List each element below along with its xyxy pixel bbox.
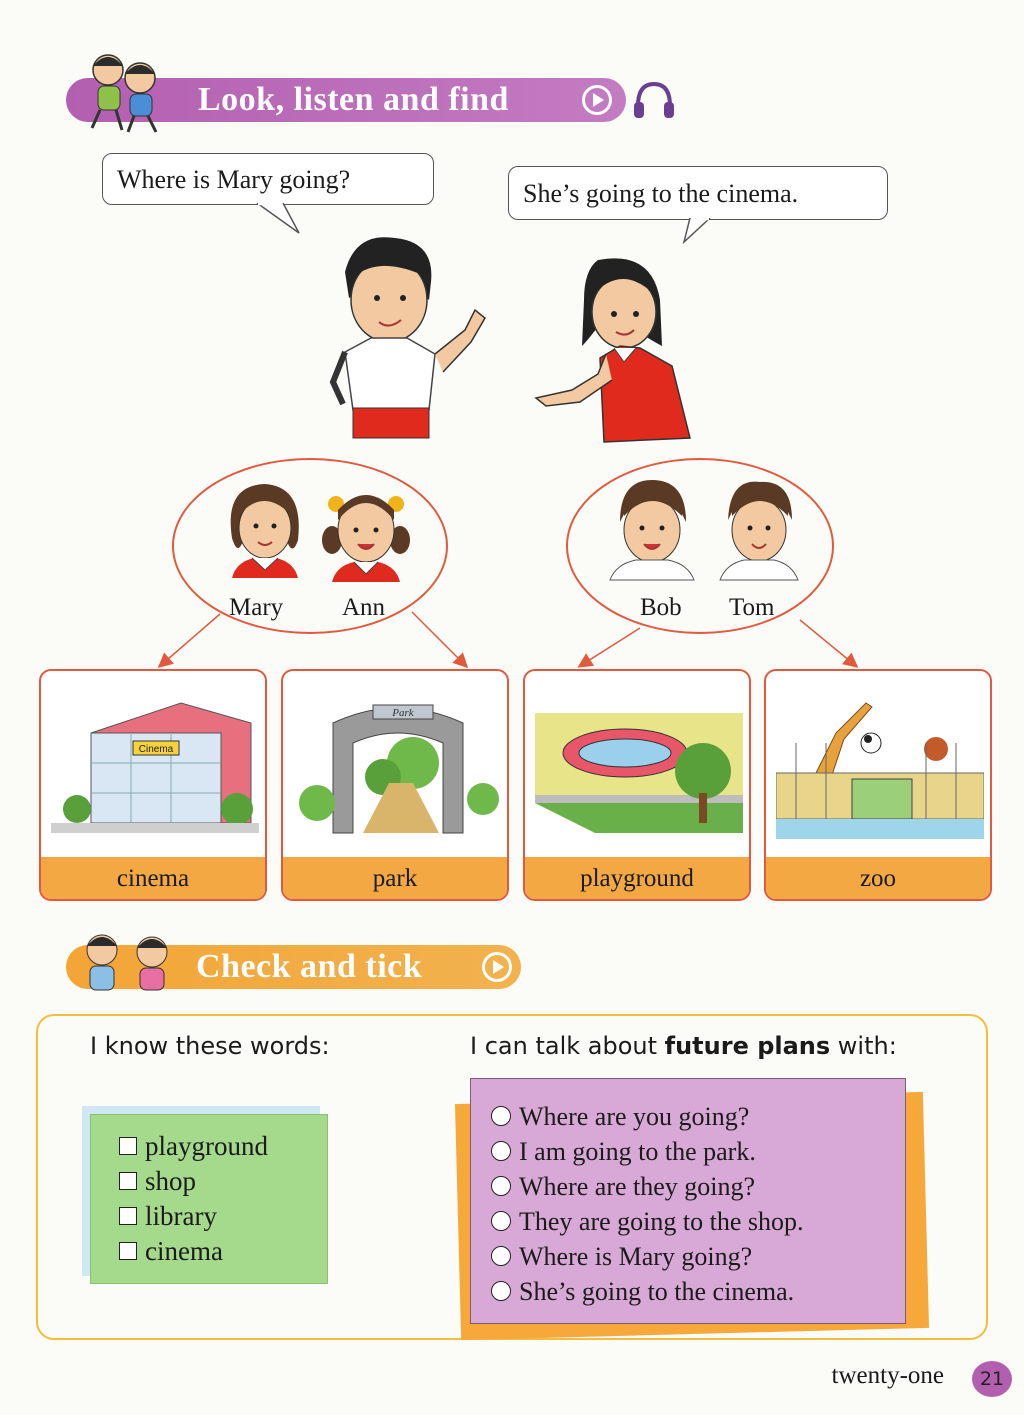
bob-face	[606, 476, 698, 584]
word-item[interactable]: shop	[119, 1164, 268, 1199]
name-bob: Bob	[640, 594, 682, 621]
playground-picture	[535, 683, 743, 853]
radio-circle[interactable]	[491, 1141, 511, 1161]
connector-arrows	[0, 600, 1024, 680]
page-number-badge: 21	[972, 1361, 1012, 1397]
cinema-sign: Cinema	[138, 744, 174, 755]
place-label-park: park	[283, 857, 507, 899]
section-title: Look, listen and find	[198, 81, 509, 118]
radio-circle[interactable]	[491, 1211, 511, 1231]
place-card-zoo[interactable]	[764, 669, 992, 901]
radio-circle[interactable]	[491, 1281, 511, 1301]
mary-face	[220, 478, 310, 586]
place-card-playground[interactable]	[523, 669, 751, 901]
tom-face	[716, 476, 802, 584]
place-label-playground: playground	[525, 857, 749, 899]
ann-face	[318, 480, 414, 586]
park-sign: Park	[392, 707, 414, 719]
place-card-park[interactable]	[281, 669, 509, 901]
checkbox[interactable]	[119, 1137, 137, 1155]
radio-circle[interactable]	[491, 1106, 511, 1126]
place-label-zoo: zoo	[766, 857, 990, 899]
headphones-icon[interactable]	[632, 80, 676, 120]
sentence-item[interactable]: Where are you going?	[491, 1099, 804, 1134]
radio-circle[interactable]	[491, 1246, 511, 1266]
speech-bubble-answer: She’s going to the cinema.	[508, 166, 888, 220]
sentence-item[interactable]: They are going to the shop.	[491, 1204, 804, 1239]
bubble-tail	[680, 218, 730, 244]
name-tom: Tom	[729, 594, 775, 621]
word-item[interactable]: cinema	[119, 1234, 268, 1269]
sentence-item[interactable]: Where are they going?	[491, 1169, 804, 1204]
kids-icon	[72, 926, 190, 996]
checkbox[interactable]	[119, 1172, 137, 1190]
speech-bubble-question: Where is Mary going?	[102, 153, 434, 205]
name-ann: Ann	[342, 594, 386, 621]
word-item[interactable]: playground	[119, 1129, 268, 1164]
zoo-picture	[776, 683, 984, 853]
play-arrow-icon[interactable]	[482, 952, 512, 982]
girl-illustration	[532, 250, 700, 444]
word-item[interactable]: library	[119, 1199, 268, 1234]
boy-illustration	[325, 232, 495, 444]
page-word: twenty-one	[831, 1362, 944, 1389]
checkbox[interactable]	[119, 1207, 137, 1225]
sentence-item[interactable]: Where is Mary going?	[491, 1239, 804, 1274]
park-picture	[293, 683, 501, 853]
section-title: Check and tick	[196, 948, 423, 985]
place-card-cinema[interactable]	[39, 669, 267, 901]
checkbox[interactable]	[119, 1242, 137, 1260]
name-mary: Mary	[229, 594, 284, 621]
place-label-cinema: cinema	[41, 857, 265, 899]
play-arrow-icon[interactable]	[582, 85, 612, 115]
sentence-item[interactable]: She’s going to the cinema.	[491, 1274, 804, 1309]
sentence-item[interactable]: I am going to the park.	[491, 1134, 804, 1169]
radio-circle[interactable]	[491, 1176, 511, 1196]
talk-heading: I can talk about future plans with:	[470, 1032, 897, 1060]
cinema-picture	[51, 683, 259, 853]
words-heading: I know these words:	[90, 1032, 330, 1060]
sentence-checklist-box	[470, 1078, 906, 1324]
word-checklist-box	[90, 1114, 328, 1284]
kids-icon	[78, 48, 170, 134]
bubble-tail	[255, 203, 305, 235]
